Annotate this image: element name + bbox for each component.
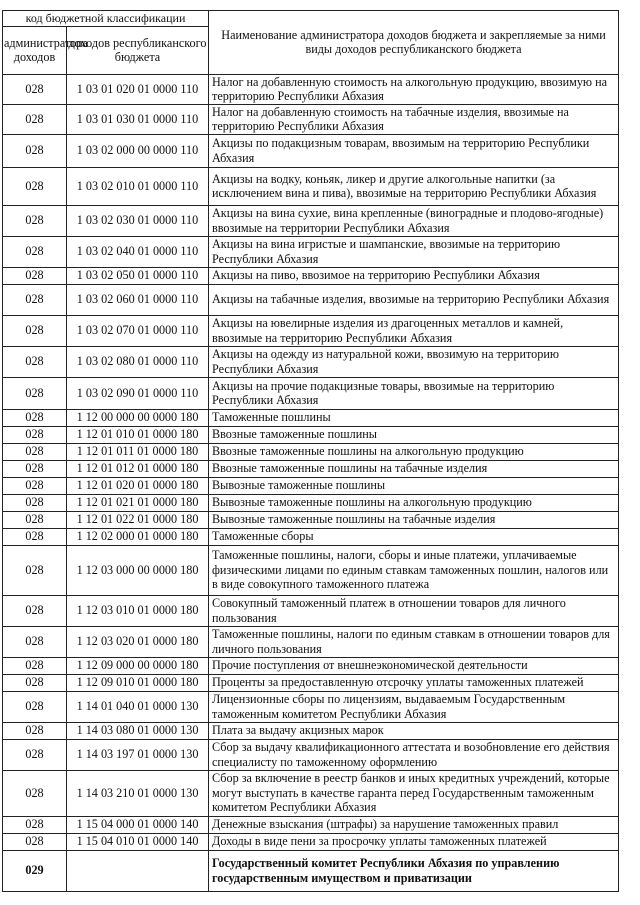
revenue-name-cell: Вывозные таможенные пошлины на табачные изделия <box>209 511 619 528</box>
revenue-name-cell: Ввозные таможенные пошлины на табачные изделия <box>209 460 619 477</box>
name-column-header: Наименование администратора доходов бюджета и закрепляемые за ними виды доходов республиканского бюджета <box>209 11 619 75</box>
table-row <box>3 850 619 891</box>
revenue-name-cell: Акцизы на одежду из натуральной кожи, ввозимую на территорию Республики Абхазия <box>209 346 619 377</box>
table-row <box>3 816 619 833</box>
revenue-name-cell: Ввозные таможенные пошлины на алкогольную продукцию <box>209 443 619 460</box>
admin-code-cell: 028 <box>3 722 67 739</box>
revenue-name-cell: Акцизы на табачные изделия, ввозимые на территорию Республики Абхазия <box>209 284 619 315</box>
code-column-header: доходов республиканского бюджета <box>67 27 209 75</box>
table-row <box>3 134 619 167</box>
revenue-name-cell: Таможенные пошлины, налоги по единым ставкам в отношении товаров для личного пользования <box>209 626 619 657</box>
table-row <box>3 443 619 460</box>
revenue-name-cell: Акцизы на вина игристые и шампанские, ввозимые на территорию Республики Абхазия <box>209 236 619 267</box>
admin-code-cell: 028 <box>3 528 67 545</box>
admin-code-cell: 028 <box>3 477 67 494</box>
revenue-code-cell: 1 12 09 010 01 0000 180 <box>67 674 209 691</box>
admin-code-cell: 029 <box>3 850 67 891</box>
admin-code-cell: 028 <box>3 104 67 134</box>
table-row <box>3 167 619 205</box>
revenue-name-cell: Акцизы по подакцизным товарам, ввозимым на территорию Республики Абхазия <box>209 134 619 167</box>
revenue-name-cell: Сбор за включение в реестр банков и иных кредитных учреждений, которые могут выступать в качестве гаранта перед Государственным таможенным комитетом Республики Абхазия <box>209 770 619 816</box>
table-row <box>3 460 619 477</box>
table-row <box>3 691 619 722</box>
revenue-name-cell: Акцизы на вина сухие, вина крепленные (виноградные и плодово-ягодные) ввозимые на территории Республики Абхазия <box>209 205 619 236</box>
table-row <box>3 739 619 770</box>
admin-code-cell: 028 <box>3 167 67 205</box>
revenue-code-cell: 1 03 02 000 00 0000 110 <box>67 134 209 167</box>
revenue-code-cell: 1 14 01 040 01 0000 130 <box>67 691 209 722</box>
table-row <box>3 205 619 236</box>
revenue-code-cell: 1 03 02 070 01 0000 110 <box>67 315 209 346</box>
revenue-code-cell: 1 12 01 021 01 0000 180 <box>67 494 209 511</box>
revenue-code-cell: 1 03 02 080 01 0000 110 <box>67 346 209 377</box>
revenue-code-cell: 1 03 02 040 01 0000 110 <box>67 236 209 267</box>
table-row <box>3 626 619 657</box>
revenue-name-cell: Акцизы на водку, коньяк, ликер и другие алкогольные напитки (за исключением вина и пива), ввозимые на территорию Республики Абхазия <box>209 167 619 205</box>
revenue-name-cell: Совокупный таможенный платеж в отношении товаров для личного пользования <box>209 595 619 626</box>
table-row <box>3 267 619 284</box>
admin-code-cell: 028 <box>3 545 67 595</box>
revenue-code-cell: 1 12 01 012 01 0000 180 <box>67 460 209 477</box>
admin-column-header: администратора доходов <box>3 27 67 75</box>
revenue-code-cell <box>67 850 209 891</box>
admin-code-cell: 028 <box>3 833 67 850</box>
revenue-name-cell: Вывозные таможенные пошлины <box>209 477 619 494</box>
revenue-name-cell: Акцизы на прочие подакцизные товары, ввозимые на территорию Республики Абхазия <box>209 377 619 409</box>
table-row <box>3 284 619 315</box>
revenue-name-cell: Акцизы на ювелирные изделия из драгоценных металлов и камней, ввозимые на территорию Республики Абхазия <box>209 315 619 346</box>
table-row <box>3 722 619 739</box>
revenue-code-cell: 1 12 09 000 00 0000 180 <box>67 657 209 674</box>
admin-code-cell: 028 <box>3 770 67 816</box>
admin-code-cell: 028 <box>3 409 67 426</box>
table-row <box>3 409 619 426</box>
admin-code-cell: 028 <box>3 816 67 833</box>
table-row <box>3 674 619 691</box>
admin-code-cell: 028 <box>3 674 67 691</box>
admin-code-cell: 028 <box>3 443 67 460</box>
revenue-code-cell: 1 12 03 020 01 0000 180 <box>67 626 209 657</box>
revenue-code-cell: 1 12 01 020 01 0000 180 <box>67 477 209 494</box>
revenue-code-cell: 1 03 02 010 01 0000 110 <box>67 167 209 205</box>
admin-code-cell: 028 <box>3 739 67 770</box>
revenue-name-cell: Плата за выдачу акцизных марок <box>209 722 619 739</box>
revenue-code-cell: 1 12 01 010 01 0000 180 <box>67 426 209 443</box>
revenue-code-cell: 1 15 04 010 01 0000 140 <box>67 833 209 850</box>
table-row <box>3 104 619 134</box>
revenue-code-cell: 1 03 02 030 01 0000 110 <box>67 205 209 236</box>
admin-code-cell: 028 <box>3 595 67 626</box>
table-row <box>3 477 619 494</box>
revenue-code-cell: 1 12 02 000 01 0000 180 <box>67 528 209 545</box>
admin-code-cell: 028 <box>3 460 67 477</box>
admin-code-cell: 028 <box>3 346 67 377</box>
admin-code-cell: 028 <box>3 377 67 409</box>
revenue-code-cell: 1 03 02 050 01 0000 110 <box>67 267 209 284</box>
table-row <box>3 545 619 595</box>
header-row-top <box>3 11 619 27</box>
admin-code-cell: 028 <box>3 657 67 674</box>
revenue-code-cell: 1 12 03 000 00 0000 180 <box>67 545 209 595</box>
revenue-code-cell: 1 12 01 022 01 0000 180 <box>67 511 209 528</box>
admin-code-cell: 028 <box>3 691 67 722</box>
admin-code-cell: 028 <box>3 75 67 105</box>
admin-code-cell: 028 <box>3 426 67 443</box>
revenue-name-cell: Таможенные пошлины, налоги, сборы и иные платежи, уплачиваемые физическими лицами по единым ставкам таможенных пошлин, налогов или в виде совокупного таможенного платежа <box>209 545 619 595</box>
table-row <box>3 377 619 409</box>
revenue-name-cell: Ввозные таможенные пошлины <box>209 426 619 443</box>
revenue-name-cell: Доходы в виде пени за просрочку уплаты таможенных платежей <box>209 833 619 850</box>
revenue-code-cell: 1 03 01 030 01 0000 110 <box>67 104 209 134</box>
revenue-code-cell: 1 03 01 020 01 0000 110 <box>67 75 209 105</box>
admin-code-cell: 028 <box>3 511 67 528</box>
table-row <box>3 426 619 443</box>
admin-code-cell: 028 <box>3 267 67 284</box>
revenue-name-cell: Государственный комитет Республики Абхазия по управлению государственным имуществом и приватизации <box>209 850 619 891</box>
revenue-code-cell: 1 03 02 060 01 0000 110 <box>67 284 209 315</box>
revenue-code-cell: 1 14 03 197 01 0000 130 <box>67 739 209 770</box>
table-row <box>3 511 619 528</box>
admin-code-cell: 028 <box>3 626 67 657</box>
admin-code-cell: 028 <box>3 284 67 315</box>
admin-code-cell: 028 <box>3 236 67 267</box>
admin-code-cell: 028 <box>3 315 67 346</box>
admin-code-cell: 028 <box>3 205 67 236</box>
revenue-code-cell: 1 14 03 080 01 0000 130 <box>67 722 209 739</box>
table-row <box>3 833 619 850</box>
revenue-name-cell: Таможенные сборы <box>209 528 619 545</box>
table-body <box>3 11 619 892</box>
table-row <box>3 236 619 267</box>
revenue-name-cell: Денежные взыскания (штрафы) за нарушение таможенных правил <box>209 816 619 833</box>
revenue-code-cell: 1 03 02 090 01 0000 110 <box>67 377 209 409</box>
table-row <box>3 494 619 511</box>
revenue-name-cell: Сбор за выдачу квалификационного аттестата и возобновление его действия специалисту по таможенному оформлению <box>209 739 619 770</box>
admin-code-cell: 028 <box>3 134 67 167</box>
revenue-name-cell: Налог на добавленную стоимость на табачные изделия, ввозимые на территорию Республики Абхазия <box>209 104 619 134</box>
classification-header: код бюджетной классификации <box>3 11 209 27</box>
budget-classification-table <box>2 10 619 892</box>
admin-code-cell: 028 <box>3 494 67 511</box>
table-row <box>3 657 619 674</box>
revenue-name-cell: Прочие поступления от внешнеэкономической деятельности <box>209 657 619 674</box>
revenue-code-cell: 1 12 01 011 01 0000 180 <box>67 443 209 460</box>
revenue-name-cell: Вывозные таможенные пошлины на алкогольную продукцию <box>209 494 619 511</box>
table-row <box>3 346 619 377</box>
revenue-code-cell: 1 14 03 210 01 0000 130 <box>67 770 209 816</box>
table-row <box>3 595 619 626</box>
revenue-code-cell: 1 12 03 010 01 0000 180 <box>67 595 209 626</box>
revenue-code-cell: 1 12 00 000 00 0000 180 <box>67 409 209 426</box>
revenue-name-cell: Лицензионные сборы по лицензиям, выдаваемым Государственным таможенным комитетом Республики Абхазия <box>209 691 619 722</box>
revenue-name-cell: Налог на добавленную стоимость на алкогольную продукцию, ввозимую на территорию Республики Абхазия <box>209 75 619 105</box>
revenue-code-cell: 1 15 04 000 01 0000 140 <box>67 816 209 833</box>
table-row <box>3 75 619 105</box>
table-row <box>3 770 619 816</box>
revenue-name-cell: Акцизы на пиво, ввозимое на территорию Республики Абхазия <box>209 267 619 284</box>
revenue-name-cell: Таможенные пошлины <box>209 409 619 426</box>
revenue-name-cell: Проценты за предоставленную отсрочку уплаты таможенных платежей <box>209 674 619 691</box>
table-row <box>3 528 619 545</box>
table-row <box>3 315 619 346</box>
